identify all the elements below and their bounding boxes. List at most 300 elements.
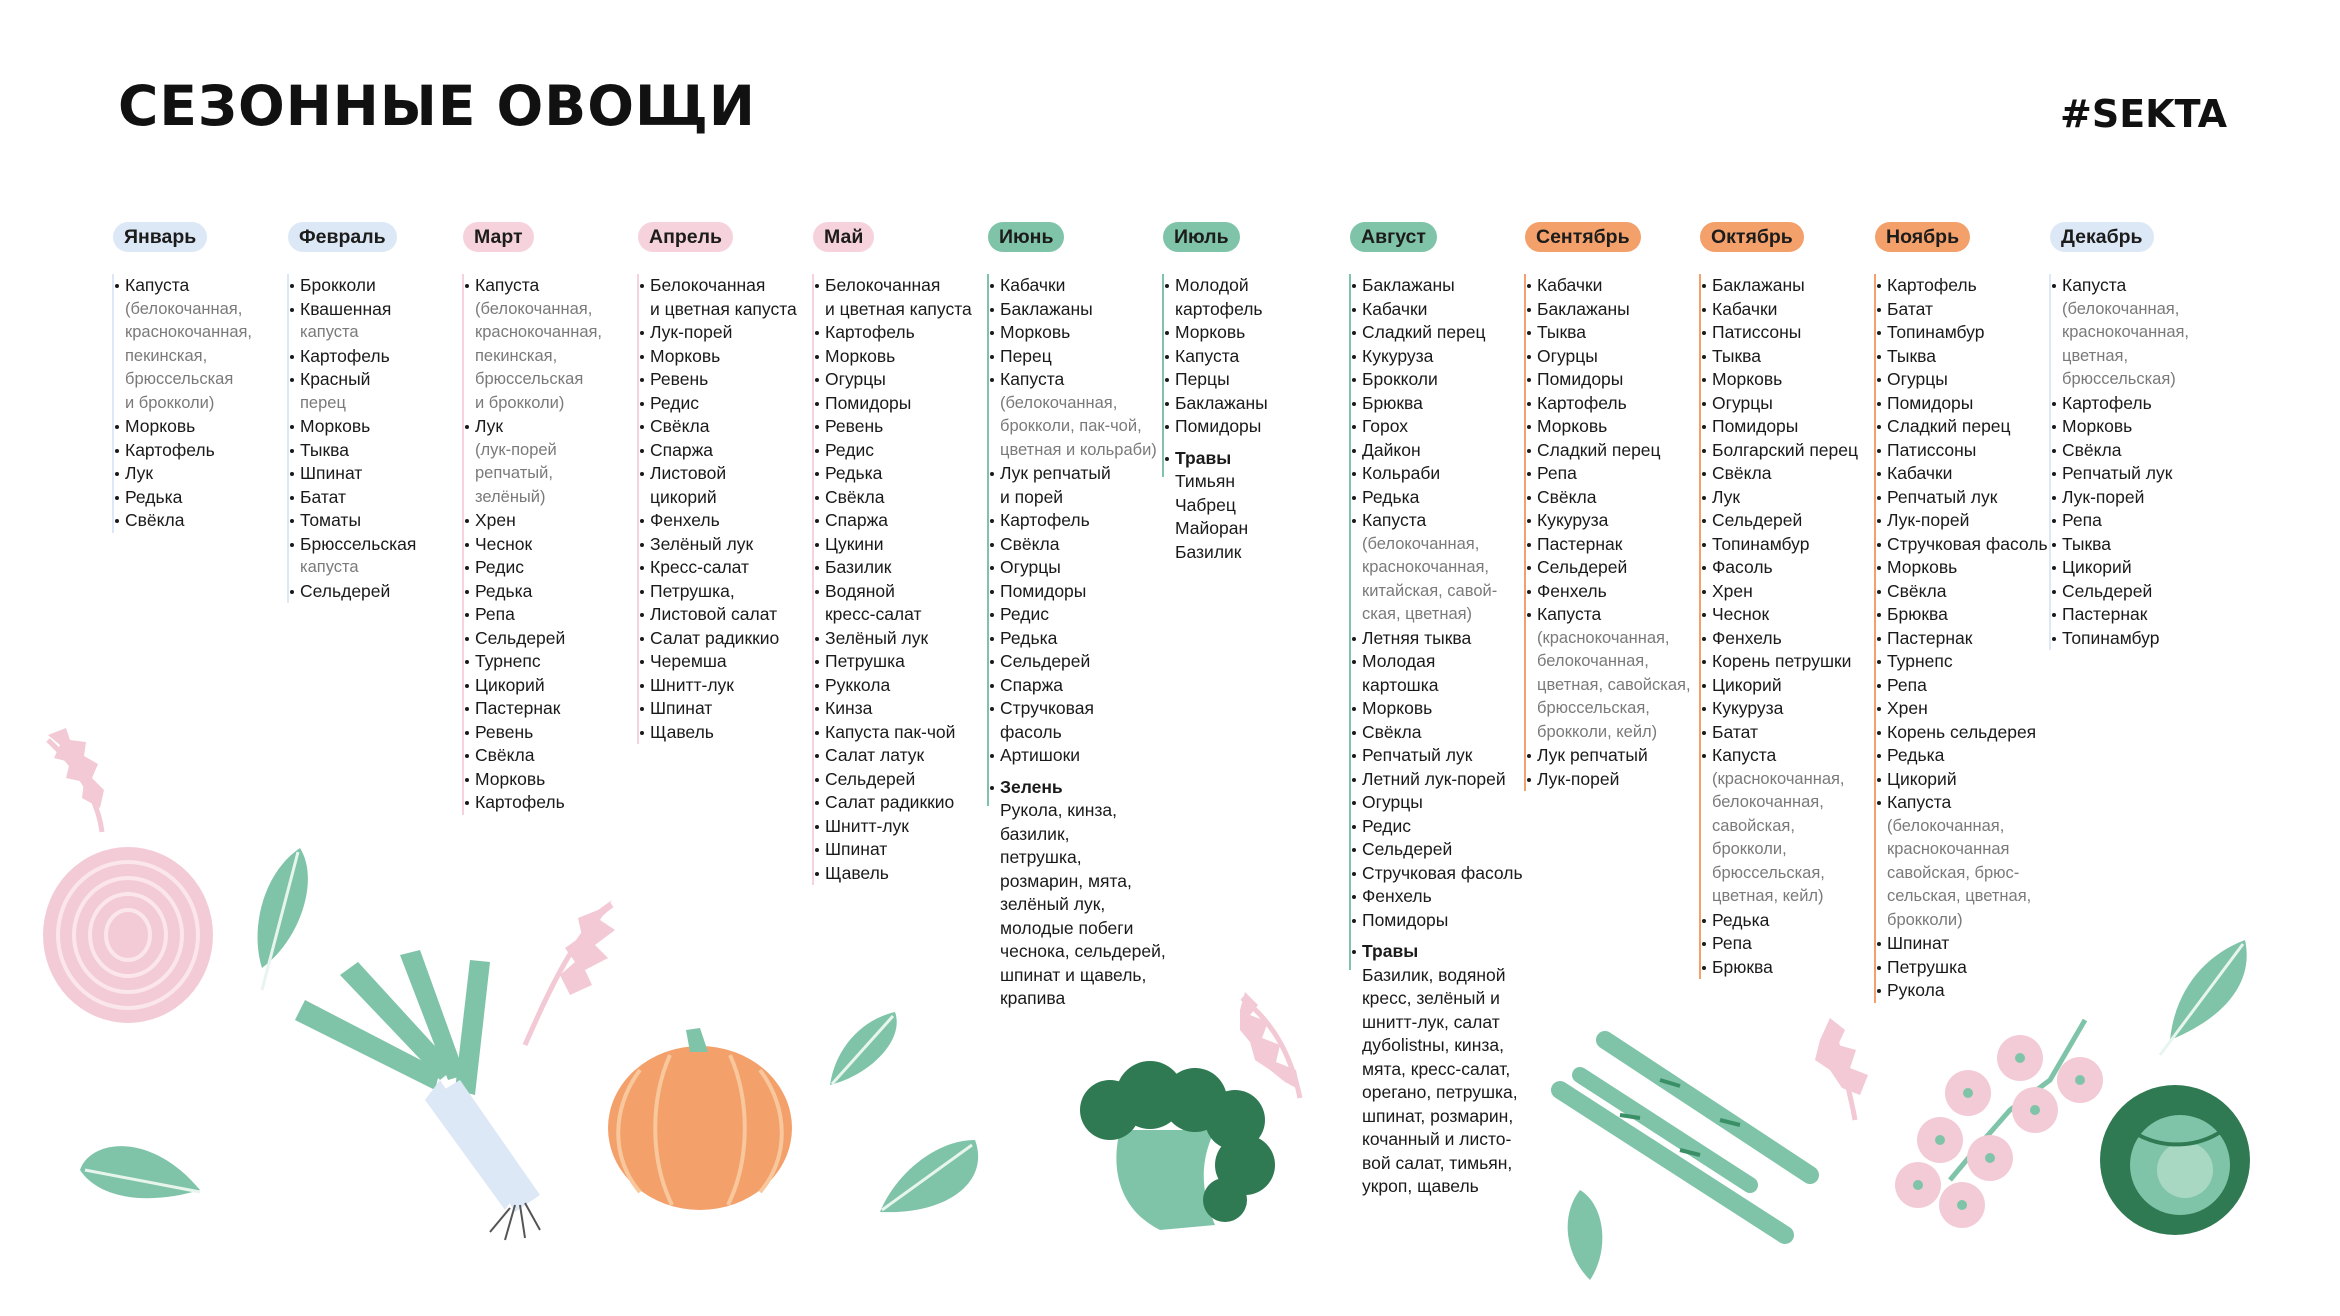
list-item: Морковь xyxy=(125,415,289,439)
list-item: Патиссоны xyxy=(1712,321,1876,345)
list-item: Сельдерей xyxy=(1712,509,1876,533)
list-item: Петрушка xyxy=(1887,956,2051,980)
list-item-detail: (лук-порей xyxy=(475,440,557,459)
list-item: Редька xyxy=(1362,486,1526,510)
spinach-leaf-icon xyxy=(1568,1190,1603,1280)
list-item-detail: краснокочанная, xyxy=(2062,323,2190,341)
list-item-continuation: и цветная капуста xyxy=(825,298,972,319)
list-item: Морковь xyxy=(1000,321,1164,345)
list-item: Лук xyxy=(475,415,639,439)
list-item: Летняя тыква xyxy=(1362,627,1526,651)
spinach-leaf-icon xyxy=(830,1012,897,1085)
list-item: Летний лук-порей xyxy=(1362,768,1526,792)
list-item-detail: цветная и кольраби) xyxy=(1000,440,1157,459)
list-item: Спаржа xyxy=(1000,674,1164,698)
list-item-detail: капуста xyxy=(300,558,359,576)
list-item: Помидоры xyxy=(1712,415,1876,439)
month-label: Июнь xyxy=(988,222,1064,252)
list-item-continuation: картофель xyxy=(1175,298,1263,319)
month-label: Ноябрь xyxy=(1875,222,1970,252)
list-item: Хрен xyxy=(475,509,639,533)
spinach-leaf-icon xyxy=(80,1146,200,1198)
list-item: Стручковая фасоль xyxy=(1362,862,1526,886)
list-item-continuation: цикорий xyxy=(650,486,717,507)
list-item-continuation: и порей xyxy=(1000,486,1064,507)
list-item: Ревень xyxy=(650,368,814,392)
list-item: Сельдерей xyxy=(300,580,464,604)
list-item: Огурцы xyxy=(1537,345,1701,369)
list-item: Морковь xyxy=(300,415,464,439)
list-item: Помидоры xyxy=(1000,580,1164,604)
list-item-detail: краснокочанная, xyxy=(475,323,603,341)
list-item: Редис xyxy=(1000,603,1164,627)
list-item: Кукуруза xyxy=(1537,509,1701,533)
list-item-detail: перец xyxy=(300,393,346,412)
page-title: СЕЗОННЫЕ ОВОЩИ xyxy=(118,74,756,138)
list-item: Шнитт-лук xyxy=(825,815,989,839)
list-item-detail: брюссельская, xyxy=(1537,699,1650,717)
arugula-leaf-icon xyxy=(48,728,104,832)
list-item: Морковь xyxy=(1887,556,2051,580)
list-item: Щавель xyxy=(825,862,989,886)
list-item: Редька xyxy=(1887,744,2051,768)
list-item: Листовой салат xyxy=(650,603,814,627)
section-text-line: Чабрец xyxy=(1175,494,1236,515)
list-item: Картофель xyxy=(1000,509,1164,533)
section-text-line: Тимьян xyxy=(1175,471,1235,491)
list-item-detail: (белокочанная, xyxy=(125,299,243,318)
list-item: Кабачки xyxy=(1887,462,2051,486)
list-item: Помидоры xyxy=(825,392,989,416)
list-item: Свёкла xyxy=(125,509,289,533)
list-item: Редис xyxy=(1362,815,1526,839)
list-item: Редька xyxy=(475,580,639,604)
list-item-detail: (белокочанная, xyxy=(2062,299,2180,318)
list-item-detail: пекинская, xyxy=(475,346,558,365)
list-item: Свёкла xyxy=(825,486,989,510)
list-item: Тыква xyxy=(2062,533,2226,557)
list-item: Лук-порей xyxy=(1537,768,1701,792)
list-item: Свёкла xyxy=(650,415,814,439)
list-item: Перец xyxy=(1000,345,1164,369)
list-item: Морковь xyxy=(1362,697,1526,721)
section-text-line: вой салат, тимьян, xyxy=(1362,1152,1513,1173)
section-text-line: базилик, xyxy=(1000,823,1070,844)
list-item: Цикорий xyxy=(1887,768,2051,792)
list-item: Цикорий xyxy=(1712,674,1876,698)
section-text-line: укроп, щавель xyxy=(1362,1176,1479,1196)
list-item: Шпинат xyxy=(1887,932,2051,956)
list-item: Брюква xyxy=(1887,603,2051,627)
section-text-line: шнитт-лук, салат xyxy=(1362,1011,1500,1032)
broccoli-icon xyxy=(1080,1061,1275,1230)
list-item: Фенхель xyxy=(1712,627,1876,651)
list-item: Зелёный лук xyxy=(825,627,989,651)
list-item: Помидоры xyxy=(1175,415,1339,439)
list-item: Горох xyxy=(1362,415,1526,439)
list-item: Сладкий перец xyxy=(1887,415,2051,439)
list-item: Белокочанная xyxy=(650,274,814,298)
list-item: Корень петрушки xyxy=(1712,650,1876,674)
list-item-continuation: и цветная капуста xyxy=(650,298,797,319)
list-item: Редька xyxy=(125,486,289,510)
list-item: Брокколи xyxy=(1362,368,1526,392)
list-item: Тыква xyxy=(1537,321,1701,345)
section-text-line: дубolistны, кинза, xyxy=(1362,1035,1504,1055)
list-item: Кабачки xyxy=(1000,274,1164,298)
list-item: Редька xyxy=(1712,909,1876,933)
list-item: Фасоль xyxy=(1712,556,1876,580)
list-item: Чеснок xyxy=(1712,603,1876,627)
list-item: Лук xyxy=(1712,486,1876,510)
list-item: Фенхель xyxy=(650,509,814,533)
list-item: Репчатый лук xyxy=(1362,744,1526,768)
month-label: Апрель xyxy=(638,222,733,252)
list-item: Чеснок xyxy=(475,533,639,557)
list-item: Лук-порей xyxy=(650,321,814,345)
list-item: Щавель xyxy=(650,721,814,745)
list-item-detail: пекинская, xyxy=(125,346,208,365)
list-item: Стручковая xyxy=(1000,697,1164,721)
list-item: Картофель xyxy=(125,439,289,463)
month-label: Февраль xyxy=(288,222,397,252)
list-item: Морковь xyxy=(825,345,989,369)
list-item: Морковь xyxy=(2062,415,2226,439)
list-item: Огурцы xyxy=(1362,791,1526,815)
section-text-line: кочанный и листо- xyxy=(1362,1129,1512,1149)
spinach-leaf-icon xyxy=(880,1140,978,1212)
list-item: Корень сельдерея xyxy=(1887,721,2051,745)
list-item: Красный xyxy=(300,368,464,392)
list-item-detail: краснокочанная, xyxy=(125,323,253,341)
list-item: Кинза xyxy=(825,697,989,721)
section-text-line: Рукола, кинза, xyxy=(1000,800,1118,820)
list-item-detail: цветная, савойская, xyxy=(1537,675,1691,694)
list-item: Сельдерей xyxy=(2062,580,2226,604)
section-text-line: зелёный лук, xyxy=(1000,894,1106,914)
spinach-leaf-icon xyxy=(258,848,308,990)
list-item: Листовой xyxy=(650,462,814,486)
list-item: Шпинат xyxy=(300,462,464,486)
list-item: Картофель xyxy=(825,321,989,345)
list-item: Болгарский перец xyxy=(1712,439,1876,463)
list-item-detail: белокочанная, xyxy=(1712,793,1824,811)
list-item: Огурцы xyxy=(825,368,989,392)
list-item-continuation: картошка xyxy=(1362,674,1439,695)
list-item: Шпинат xyxy=(825,838,989,862)
list-item: Петрушка xyxy=(825,650,989,674)
list-item: Лук-порей xyxy=(1887,509,2051,533)
section-text-line: Майоран xyxy=(1175,518,1249,538)
list-item: Цикорий xyxy=(475,674,639,698)
list-item: Хрен xyxy=(1712,580,1876,604)
list-item: Рукола xyxy=(1887,979,2051,1003)
list-item-detail: китайская, савой- xyxy=(1362,581,1498,600)
list-item: Капуста xyxy=(1712,744,1876,768)
list-item: Турнепс xyxy=(1887,650,2051,674)
list-item: Морковь xyxy=(1175,321,1339,345)
section-text-line: молодые побеги xyxy=(1000,917,1134,938)
cabbage-icon xyxy=(2100,1085,2250,1235)
section-title: Травы xyxy=(1362,940,1526,964)
list-item: Помидоры xyxy=(1537,368,1701,392)
list-item: Белокочанная xyxy=(825,274,989,298)
list-item-detail: брюссельская xyxy=(125,370,234,388)
list-item: Сладкий перец xyxy=(1362,321,1526,345)
list-item-detail: брокколи, пак-чой, xyxy=(1000,417,1142,435)
list-item: Баклажаны xyxy=(1175,392,1339,416)
list-item: Патиссоны xyxy=(1887,439,2051,463)
list-item: Огурцы xyxy=(1887,368,2051,392)
list-item: Капуста пак-чой xyxy=(825,721,989,745)
list-item: Брокколи xyxy=(300,274,464,298)
list-item: Баклажаны xyxy=(1362,274,1526,298)
list-item: Лук репчатый xyxy=(1537,744,1701,768)
section-text-line: крапива xyxy=(1000,988,1066,1008)
list-item: Репа xyxy=(1887,674,2051,698)
list-item-detail: брюссельская, xyxy=(1712,863,1825,882)
list-item: Цикорий xyxy=(2062,556,2226,580)
list-item: Батат xyxy=(300,486,464,510)
list-item-continuation: кресс-салат xyxy=(825,604,922,624)
list-item-detail: и брокколи) xyxy=(125,393,215,412)
list-item: Морковь xyxy=(650,345,814,369)
list-item: Капуста xyxy=(1537,603,1701,627)
section-text-line: кресс, зелёный и xyxy=(1362,988,1500,1008)
list-item-detail: ская, цветная) xyxy=(1362,605,1473,623)
list-item: Репа xyxy=(1712,932,1876,956)
list-item: Свёкла xyxy=(1537,486,1701,510)
list-item: Капуста xyxy=(2062,274,2226,298)
list-item: Сельдерей xyxy=(1362,838,1526,862)
pumpkin-icon xyxy=(608,1028,792,1210)
list-item-detail: зелёный) xyxy=(475,487,546,506)
list-item: Сельдерей xyxy=(475,627,639,651)
list-item-detail: савойская, xyxy=(1712,816,1795,835)
list-item: Лук репчатый xyxy=(1000,462,1164,486)
list-item: Квашенная xyxy=(300,298,464,322)
list-item: Базилик xyxy=(825,556,989,580)
list-item: Тыква xyxy=(1712,345,1876,369)
list-item: Свёкла xyxy=(1362,721,1526,745)
list-item: Водяной xyxy=(825,580,989,604)
month-label: Январь xyxy=(113,222,207,252)
list-item: Батат xyxy=(1887,298,2051,322)
list-item: Кресс-салат xyxy=(650,556,814,580)
list-item: Капуста xyxy=(125,274,289,298)
list-item-detail: брокколи, кейл) xyxy=(1537,722,1658,741)
list-item: Кольраби xyxy=(1362,462,1526,486)
list-item: Лук xyxy=(125,462,289,486)
list-item: Репа xyxy=(2062,509,2226,533)
list-item: Топинамбур xyxy=(1887,321,2051,345)
list-item: Пастернак xyxy=(475,697,639,721)
list-item: Картофель xyxy=(2062,392,2226,416)
list-item: Репа xyxy=(1537,462,1701,486)
list-item: Сладкий перец xyxy=(1537,439,1701,463)
section-text-line: розмарин, мята, xyxy=(1000,870,1132,891)
list-item: Картофель xyxy=(475,791,639,815)
list-item: Фенхель xyxy=(1362,885,1526,909)
list-item: Баклажаны xyxy=(1000,298,1164,322)
list-item: Баклажаны xyxy=(1537,298,1701,322)
list-item: Редис xyxy=(650,392,814,416)
list-item: Салат радиккио xyxy=(825,791,989,815)
list-item: Зелёный лук xyxy=(650,533,814,557)
spinach-leaf-icon xyxy=(2160,940,2247,1055)
onion-slice-icon xyxy=(43,847,213,1023)
list-item-detail: цветная, xyxy=(2062,346,2129,365)
list-item-detail: краснокочанная, xyxy=(1362,558,1490,576)
list-item: Фенхель xyxy=(1537,580,1701,604)
list-item-detail: (белокочанная, xyxy=(1887,816,2005,835)
list-item-detail: (белокочанная, xyxy=(1362,534,1480,553)
list-item: Салат радиккио xyxy=(650,627,814,651)
list-item: Сельдерей xyxy=(1537,556,1701,580)
list-item: Картофель xyxy=(1887,274,2051,298)
list-item: Спаржа xyxy=(650,439,814,463)
list-item: Капуста xyxy=(1000,368,1164,392)
list-item-detail: брокколи, xyxy=(1712,840,1787,858)
list-item: Морковь xyxy=(1712,368,1876,392)
arugula-leaf-icon xyxy=(1240,992,1300,1098)
list-item-detail: цветная, кейл) xyxy=(1712,887,1824,905)
section-text-line: Базилик xyxy=(1175,541,1242,562)
month-label: Декабрь xyxy=(2050,222,2154,252)
list-item: Огурцы xyxy=(1000,556,1164,580)
list-item-detail: и брокколи) xyxy=(475,393,565,412)
list-item: Петрушка, xyxy=(650,580,814,604)
list-item: Кукуруза xyxy=(1712,697,1876,721)
list-item-detail: белокочанная, xyxy=(1537,652,1649,670)
list-item: Огурцы xyxy=(1712,392,1876,416)
list-item: Свёкла xyxy=(1000,533,1164,557)
list-item: Томаты xyxy=(300,509,464,533)
list-item: Свёкла xyxy=(1712,462,1876,486)
list-item: Сельдерей xyxy=(1000,650,1164,674)
section-text-line: чеснока, сельдерей, xyxy=(1000,941,1166,961)
list-item: Турнепс xyxy=(475,650,639,674)
asparagus-icon xyxy=(1560,1040,1810,1235)
list-item: Перцы xyxy=(1175,368,1339,392)
list-item: Стручковая фасоль xyxy=(1887,533,2051,557)
section-title: Травы xyxy=(1175,447,1339,471)
list-item: Капуста xyxy=(1887,791,2051,815)
list-item: Шпинат xyxy=(650,697,814,721)
list-item: Пастернак xyxy=(2062,603,2226,627)
section-text-line: Базилик, водяной xyxy=(1362,964,1506,985)
list-item: Свёкла xyxy=(1887,580,2051,604)
list-item: Артишоки xyxy=(1000,744,1164,768)
list-item-detail: (краснокочанная, xyxy=(1712,769,1845,788)
list-item-detail: сельская, цветная, xyxy=(1887,887,2032,905)
list-item-detail: савойская, брюс- xyxy=(1887,863,2020,882)
list-item-detail: брюссельская xyxy=(475,370,584,388)
list-item-detail: брюссельская) xyxy=(2062,370,2176,388)
list-item: Морковь xyxy=(1537,415,1701,439)
month-label: Май xyxy=(813,222,874,252)
section-text-line: мята, кресс-салат, xyxy=(1362,1058,1511,1079)
list-item: Свёкла xyxy=(2062,439,2226,463)
list-item: Руккола xyxy=(825,674,989,698)
list-item: Баклажаны xyxy=(1712,274,1876,298)
list-item: Батат xyxy=(1712,721,1876,745)
section-text-line: петрушка, xyxy=(1000,847,1082,867)
list-item-detail: (краснокочанная, xyxy=(1537,628,1670,647)
list-item: Репчатый лук xyxy=(2062,462,2226,486)
list-item-detail: брокколи) xyxy=(1887,910,1963,929)
list-item: Пастернак xyxy=(1887,627,2051,651)
list-item: Капуста xyxy=(475,274,639,298)
list-item: Салат латук xyxy=(825,744,989,768)
list-item: Репчатый лук xyxy=(1887,486,2051,510)
list-item: Морковь xyxy=(475,768,639,792)
section-title: Зелень xyxy=(1000,776,1164,800)
arugula-leaf-icon xyxy=(1815,1018,1868,1120)
list-item: Топинамбур xyxy=(2062,627,2226,651)
list-item: Тыква xyxy=(1887,345,2051,369)
list-item: Брюссельская xyxy=(300,533,464,557)
list-item: Редис xyxy=(475,556,639,580)
list-item: Помидоры xyxy=(1887,392,2051,416)
list-item: Молодая xyxy=(1362,650,1526,674)
list-item: Картофель xyxy=(1537,392,1701,416)
list-item: Кабачки xyxy=(1537,274,1701,298)
month-label: Октябрь xyxy=(1700,222,1804,252)
list-item: Редис xyxy=(825,439,989,463)
list-item: Редька xyxy=(1000,627,1164,651)
list-item-detail: (белокочанная, xyxy=(1000,393,1118,412)
list-item-continuation: фасоль xyxy=(1000,721,1062,742)
list-item: Брюква xyxy=(1712,956,1876,980)
list-item: Пастернак xyxy=(1537,533,1701,557)
list-item: Цукини xyxy=(825,533,989,557)
arugula-leaf-icon xyxy=(525,900,615,1045)
list-item: Свёкла xyxy=(475,744,639,768)
list-item: Капуста xyxy=(1175,345,1339,369)
list-item: Капуста xyxy=(1362,509,1526,533)
list-item-detail: краснокочанная xyxy=(1887,840,2010,858)
list-item: Лук-порей xyxy=(2062,486,2226,510)
list-item: Шнитт-лук xyxy=(650,674,814,698)
list-item-detail: капуста xyxy=(300,323,359,341)
cherry-tomatoes-icon xyxy=(1895,1020,2103,1228)
list-item-detail: (белокочанная, xyxy=(475,299,593,318)
section-text-line: шпинат и щавель, xyxy=(1000,964,1147,985)
list-item: Дайкон xyxy=(1362,439,1526,463)
list-item: Картофель xyxy=(300,345,464,369)
month-label: Сентябрь xyxy=(1525,222,1641,252)
list-item: Спаржа xyxy=(825,509,989,533)
list-item: Кабачки xyxy=(1362,298,1526,322)
list-item: Молодой xyxy=(1175,274,1339,298)
list-item: Помидоры xyxy=(1362,909,1526,933)
brand-logo: #SEKTA xyxy=(2060,92,2227,136)
list-item: Брюква xyxy=(1362,392,1526,416)
section-text-line: шпинат, розмарин, xyxy=(1362,1105,1514,1126)
list-item: Ревень xyxy=(825,415,989,439)
list-item: Хрен xyxy=(1887,697,2051,721)
list-item: Редька xyxy=(825,462,989,486)
list-item: Тыква xyxy=(300,439,464,463)
month-label: Август xyxy=(1350,222,1437,252)
list-item: Кабачки xyxy=(1712,298,1876,322)
list-item: Ревень xyxy=(475,721,639,745)
month-label: Июль xyxy=(1163,222,1240,252)
list-item: Кукуруза xyxy=(1362,345,1526,369)
list-item: Сельдерей xyxy=(825,768,989,792)
list-item-detail: репчатый, xyxy=(475,464,553,482)
